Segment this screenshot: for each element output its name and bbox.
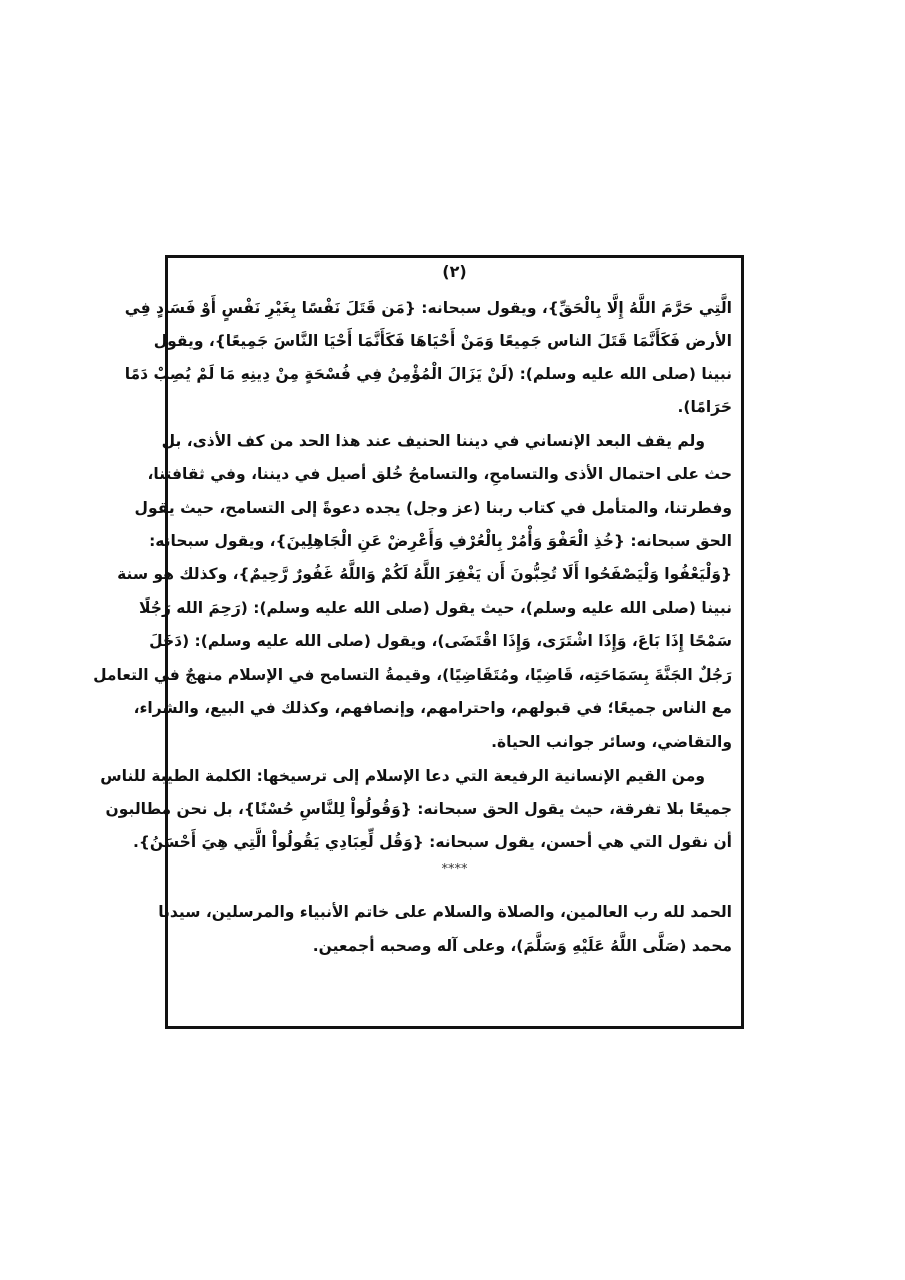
text-line: الأرض فَكَأَنَّمَا قَتَلَ الناس جَمِيعًا وَمَنْ أَحْيَاهَا فَكَأَنَّمَا أَحْيَا النَّاسَ جَمِيعًا}، ويقول — [153, 332, 732, 350]
text-line: محمد (صَلَّى اللَّهُ عَلَيْهِ وَسَلَّمَ)، وعلى آله وصحبه أجمعين. — [312, 937, 732, 955]
text-line: نبينا (صلى الله عليه وسلم)، حيث يقول (صلى الله عليه وسلم): (رَحِمَ الله رَجُلًا — [139, 599, 732, 617]
text-line: والتقاضي، وسائر جوانب الحياة. — [491, 733, 732, 751]
text-line: {وَلْيَعْفُوا وَلْيَصْفَحُوا أَلَا تُحِبُّونَ أَن يَغْفِرَ اللَّهُ لَكُمْ وَاللَّهُ غَفُورٌ رَّحِيمٌ}، وكذلك هو سنة — [117, 565, 732, 583]
separator: **** — [441, 862, 468, 877]
text-line: الَّتِي حَرَّمَ اللَّهُ إِلَّا بِالْحَقِّ}، ويقول سبحانه: {مَن قَتَلَ نَفْسًا بِغَيْرِ نَفْسٍ أَوْ فَسَادٍ فِي — [124, 299, 732, 317]
text-line: الحمد لله رب العالمين، والصلاة والسلام على خاتم الأنبياء والمرسلين، سيدنا — [158, 903, 732, 921]
text-line: مع الناس جميعًا؛ في قبولهم، واحترامهم، وإنصافهم، وكذلك في البيع، والشراء، — [133, 699, 732, 717]
text-line: نبينا (صلى الله عليه وسلم): (لَنْ يَزَالَ الْمُؤْمِنُ فِي فُسْحَةٍ مِنْ دِينِهِ مَا لَمْ يُصِبْ دَمًا — [124, 365, 732, 383]
text-line: سَمْحًا إِذَا بَاعَ، وَإِذَا اشْتَرَى، وَإِذَا اقْتَضَى)، ويقول (صلى الله عليه وسلم): (دَخَلَ — [149, 632, 732, 650]
text-line: ومن القيم الإنسانية الرفيعة التي دعا الإسلام إلى ترسيخها: الكلمة الطيبة للناس — [100, 767, 705, 785]
text-line: حث على احتمال الأذى والتسامحِ، والتسامحُ خُلق أصيل في ديننا، وفي ثقافتنا، — [147, 465, 732, 483]
text-line: أن نقول التي هي أحسن، يقول سبحانه: {وَقُل لِّعِبَادِي يَقُولُواْ الَّتِي هِيَ أَحْسَنُ}. — [133, 833, 732, 851]
text-line: وفطرتنا، والمتأمل في كتاب ربنا (عز وجل) يجده دعوةً إلى التسامح، حيث يقول — [134, 499, 732, 517]
page-number: (٢) — [442, 262, 467, 281]
text-line: حَرَامًا). — [677, 398, 732, 416]
text-line: ولم يقف البعد الإنساني في ديننا الحنيف عند هذا الحد من كف الأذى، بل — [161, 432, 705, 450]
text-line: جميعًا بلا تفرقة، حيث يقول الحق سبحانه: {وَقُولُواْ لِلنَّاسِ حُسْنًا}، بل نحن مطالبون — [105, 800, 732, 818]
text-line: رَجُلٌ الجَنَّةَ بِسَمَاحَتِه، قَاضِيًا، ومُتَقَاضِيًا)، وقيمةُ التسامح في الإسلام منهجٌ في التعامل — [93, 666, 732, 684]
text-line: الحق سبحانه: {خُذِ الْعَفْوَ وَأْمُرْ بِالْعُرْفِ وَأَعْرِضْ عَنِ الْجَاهِلِينَ}، ويقول سبحانه: — [149, 532, 732, 550]
